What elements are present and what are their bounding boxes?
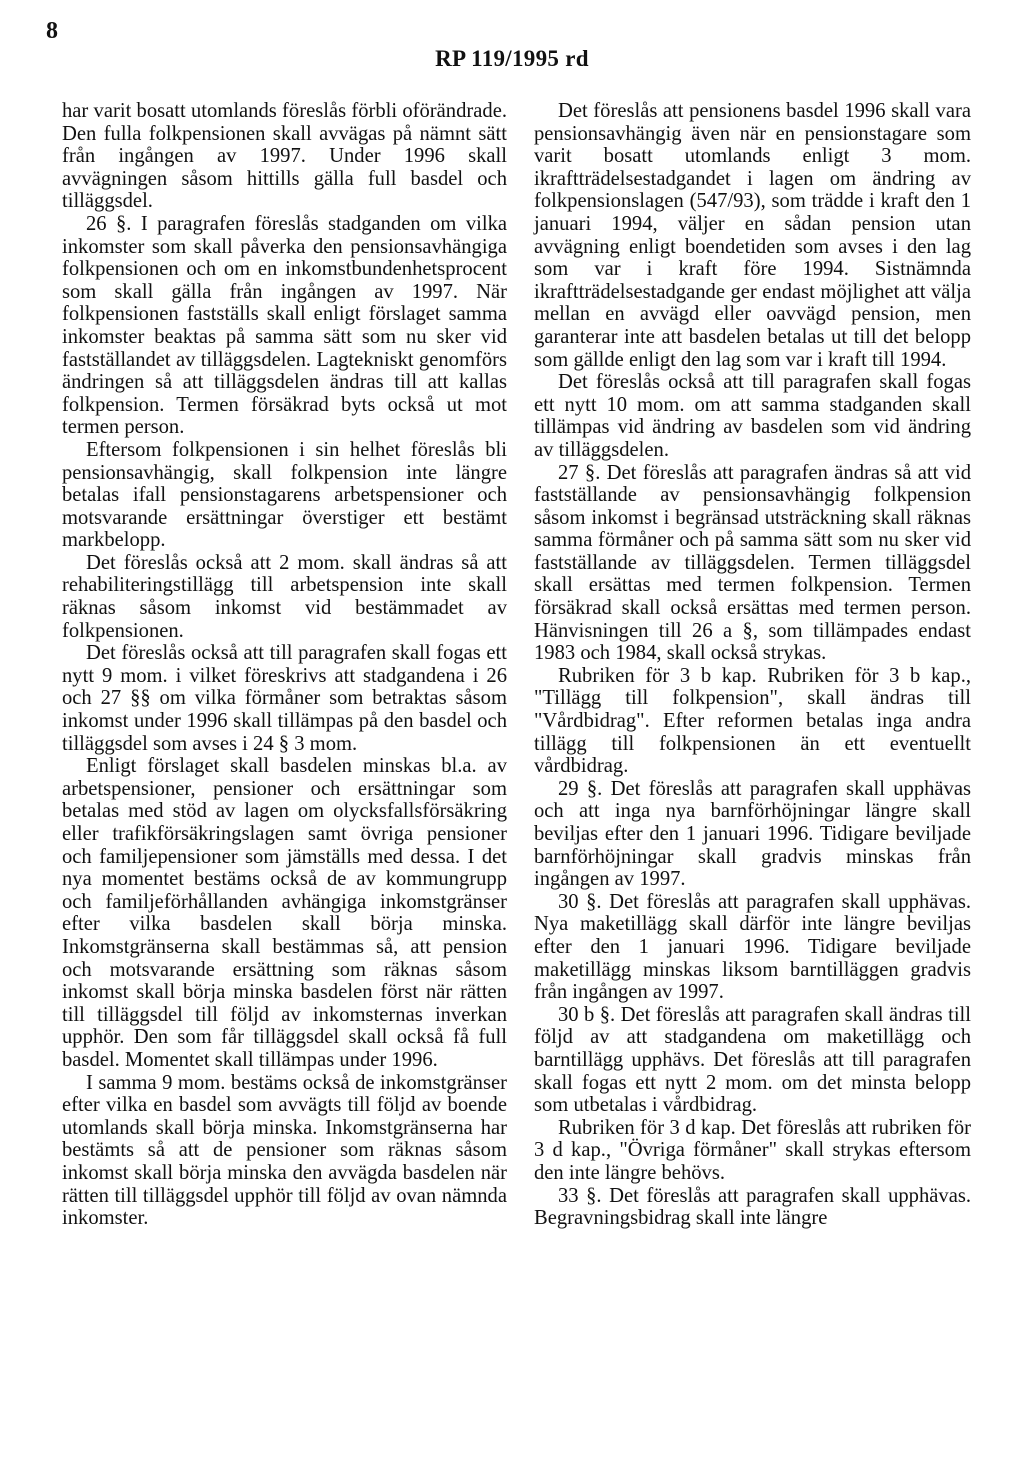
right-column bbox=[534, 100, 971, 1230]
paragraph: Det föreslås också att till paragrafen skall fogas ett nytt 10 mom. om att samma stadganden skall tillämpas vid ändring av basdelen som vid ändring av tilläggsdelen. bbox=[534, 371, 971, 461]
page-number: 8 bbox=[46, 18, 58, 44]
paragraph: Enligt förslaget skall basdelen minskas bl.a. av arbetspensioner, pensioner och ersättningar som betalas med stöd av lagen om olycksfallsförsäkring eller trafikförsäkringslagen samt övriga pensioner och familjepensioner som jämställs med dessa. I det nya momentet bestäms också de av kommungrupp och familjeförhållanden avhängiga inkomstgränser efter vilka basdelen skall börja minska. Inkomstgränserna skall bestämmas så, att pension och motsvarande ersättning som räknas såsom inkomst skall börja minska basdelen först när rätten till tilläggsdel till följd av inkomsternas inverkan upphör. Den som får tilläggsdel skall också få full basdel. Momentet skall tillämpas under 1996. bbox=[62, 755, 507, 1071]
paragraph: I samma 9 mom. bestäms också de inkomstgränser efter vilka en basdel som avvägts till följd av boende utomlands skall börja minska. Inkomstgränserna har bestämts så att de pensioner som räknas såsom inkomst skall börja minska den avvägda basdelen när rätten till tilläggsdel upphör till följd av ovan nämnda inkomster. bbox=[62, 1071, 507, 1230]
paragraph: 27 §. Det föreslås att paragrafen ändras så att vid fastställande av pensionsavhängig folkpension såsom inkomst i begränsad utsträckning skall räknas samma förmåner och på samma sätt som nu sker vid fastställande av tilläggsdelen. Termen tilläggsdel skall ersättas med termen folkpension. Termen försäkrad skall också ersättas med termen person. Hänvisningen till 26 a §, som tillämpades endast 1983 och 1984, skall också strykas. bbox=[534, 461, 971, 665]
paragraph: 30 §. Det föreslås att paragrafen skall upphävas. Nya maketillägg skall därför inte längre beviljas efter den 1 januari 1996. Tidigare beviljade maketillägg minskas liksom barntilläggen gradvis från ingången av 1997. bbox=[534, 890, 971, 1004]
running-head: RP 119/1995 rd bbox=[435, 46, 589, 71]
paragraph: Det föreslås också att till paragrafen skall fogas ett nytt 9 mom. i vilket föreskrivs att stadgandena i 26 och 27 §§ om vilka förmåner som betraktas såsom inkomst under 1996 skall tillämpas på den basdel och tilläggsdel som avses i 24 § 3 mom. bbox=[62, 642, 507, 755]
paragraph: Rubriken för 3 b kap. Rubriken för 3 b kap., "Tillägg till folkpension", skall ändras till "Vårdbidrag". Efter reformen betalas inga andra tillägg till folkpensionen än ett eventuellt vårdbidrag. bbox=[534, 664, 971, 778]
paragraph: 26 §. I paragrafen föreslås stadganden om vilka inkomster som skall påverka den pensionsavhängiga folkpensionen och om en inkomstbundenhetsprocent som skall gälla från ingången av 1997. När folkpensionen fastställs skall enligt förslaget samma inkomster beaktas på samma sätt som nu sker vid fastställandet av tilläggsdelen. Lagtekniskt genomförs ändringen så att tilläggsdelen ändras till att kallas folkpension. Termen försäkrad byts också ut mot termen person. bbox=[62, 212, 507, 439]
paragraph: Det föreslås också att 2 mom. skall ändras så att rehabiliteringstillägg till arbetspension inte skall räknas såsom inkomst vid bestämmadet av folkpensionen. bbox=[62, 551, 507, 642]
paragraph: 29 §. Det föreslås att paragrafen skall upphävas och att inga nya barnförhöjningar längre skall beviljas efter den 1 januari 1996. Tidigare beviljade barnförhöjningar skall gradvis minskas från ingången av 1997. bbox=[534, 777, 971, 891]
paragraph: Det föreslås att pensionens basdel 1996 skall vara pensionsavhängig även när en pensionstagare som varit bosatt utomlands enligt 3 mom. ikraftträdelsestadgandet i lagen om ändring av folkpensionslagen (547/93), som trädde i kraft den 1 januari 1994, väljer en sådan pension utan avvägning enligt boendetiden som avses i den lag som var i kraft före 1994. Sistnämnda ikraftträdelsestadgande ger endast möjlighet att välja mellan en avvägd eller oavvägd pension, men garanterar inte att basdelen betalas ut till det belopp som gällde enligt den lag som var i kraft till 1994. bbox=[534, 100, 971, 371]
paragraph: har varit bosatt utomlands föreslås förbli oförändrade. Den fulla folkpensionen skall avvägas på nämnt sätt från ingången av 1997. Under 1996 skall avvägningen såsom hittills gälla full basdel och tilläggsdel. bbox=[62, 100, 507, 213]
left-column bbox=[62, 100, 507, 1230]
paragraph: Eftersom folkpensionen i sin helhet föreslås bli pensionsavhängig, skall folkpension inte längre betalas ifall pensionstagarens arbetspensioner och motsvarande ersättningar överstiger ett bestämt markbelopp. bbox=[62, 438, 507, 552]
paragraph: 33 §. Det föreslås att paragrafen skall upphävas. Begravningsbidrag skall inte längre bbox=[534, 1184, 971, 1230]
paragraph: 30 b §. Det föreslås att paragrafen skall ändras till följd av att stadgandena om maketillägg och barntillägg upphävs. Det föreslås att till paragrafen skall fogas ett nytt 2 mom. om det minsta belopp som utbetalas i vårdbidrag. bbox=[534, 1003, 971, 1117]
paragraph: Rubriken för 3 d kap. Det föreslås att rubriken för 3 d kap., "Övriga förmåner" skall strykas eftersom den inte längre behövs. bbox=[534, 1116, 971, 1184]
